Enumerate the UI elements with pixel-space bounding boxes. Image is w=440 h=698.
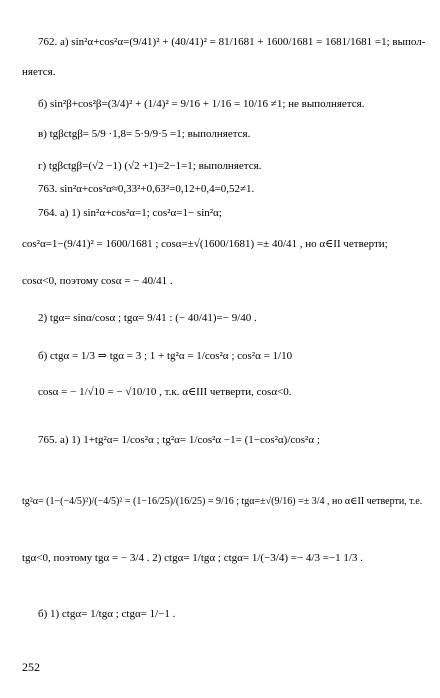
- problem-765-line3: tgα<0, поэтому tgα = − 3/4 . 2) ctgα= 1/tgα ; ctgα= 1/(−3/4) =− 4/3 =−1 1/3 .: [22, 552, 363, 564]
- problem-764-line5: б) ctgα = 1/3 ⇒ tgα = 3 ; 1 + tg²α = 1/cos²α ; cos²α = 1/10: [38, 350, 293, 362]
- problem-765-line1: 765. а) 1) 1+tg²α= 1/cos²α ; tg²α= 1/cos²α −1= (1−cos²α)/cos²α ;: [38, 434, 320, 446]
- problem-763: 763. sin²α+cos²α≈0,33²+0,63²=0,12+0,4=0,52≠1.: [38, 183, 255, 195]
- problem-762-b: б) sin²β+cos²β=(3/4)² + (1/4)² = 9/16 + 1/16 = 10/16 ≠1; не выполняется.: [38, 98, 365, 110]
- problem-762-a: 762. а) sin²α+cos²α=(9/41)² + (40/41)² = 81/1681 + 1600/1681 = 1681/1681 =1; выпол-: [38, 36, 426, 48]
- problem-764-line2: cos²α=1−(9/41)² = 1600/1681 ; cosα=±√(1600/1681) =± 40/41 , но α∈II четверти;: [22, 238, 388, 250]
- problem-762-a-cont: няется.: [22, 66, 56, 78]
- problem-765-line2: tg²α= (1−(−4/5)²)/(−4/5)² = (1−16/25)/(16/25) = 9/16 ; tgα=±√(9/16) =± 3/4 , но α∈II четверти, т.е.: [22, 496, 423, 507]
- problem-764-line1: 764. а) 1) sin²α+cos²α=1; cos²α=1− sin²α;: [38, 207, 222, 219]
- problem-764-line6: cosα = − 1/√10 = − √10/10 , т.к. α∈III четверти, cosα<0.: [38, 386, 292, 398]
- problem-765-line4: б) 1) ctgα= 1/tgα ; ctgα= 1/−1 .: [38, 608, 176, 620]
- problem-764-line4: 2) tgα= sinα/cosα ; tgα= 9/41 : (− 40/41)=− 9/40 .: [38, 312, 257, 324]
- problem-762-v: в) tgβctgβ= 5/9 ·1,8= 5·9/9·5 =1; выполняется.: [38, 128, 251, 140]
- page-number: 252: [22, 660, 40, 674]
- problem-764-line3: cosα<0, поэтому cosα = − 40/41 .: [22, 275, 173, 287]
- problem-762-g: г) tgβctgβ=(√2 −1) (√2 +1)=2−1=1; выполняется.: [38, 160, 262, 172]
